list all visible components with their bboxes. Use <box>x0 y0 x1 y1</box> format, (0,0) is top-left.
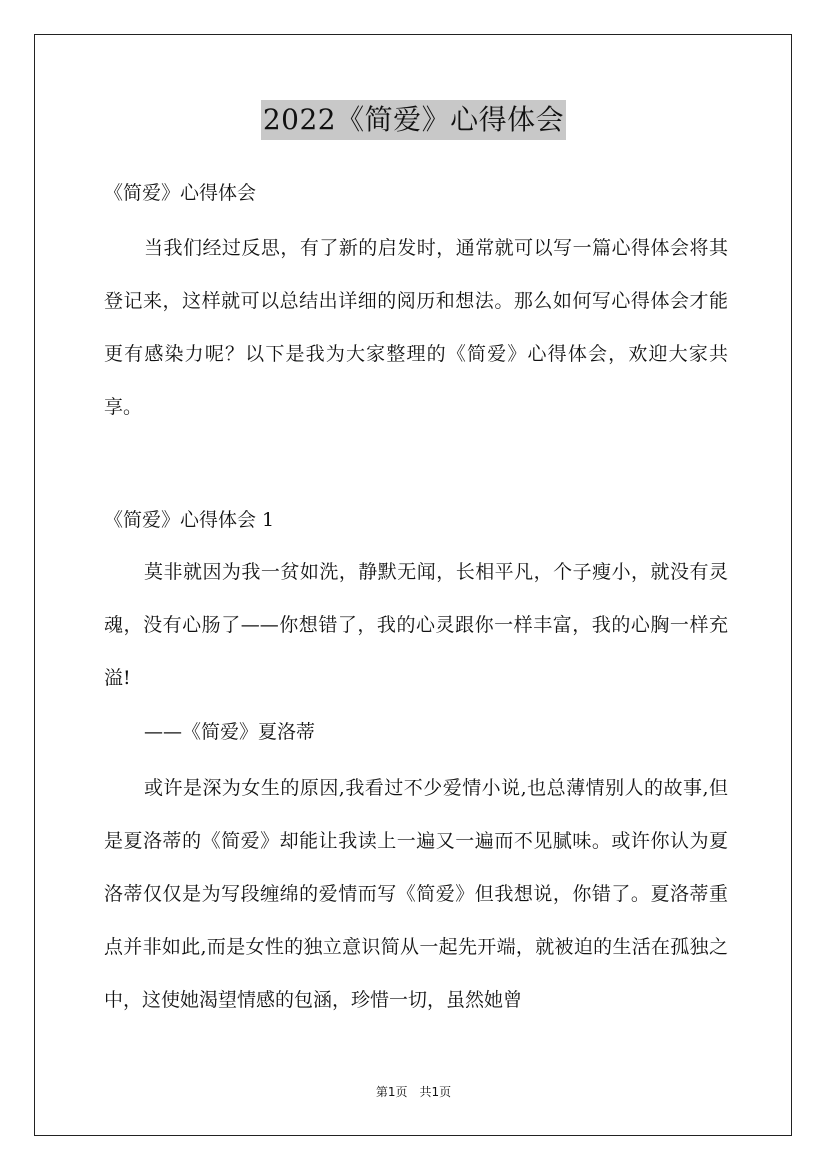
section1-quote: 莫非就因为我一贫如洗，静默无闻，长相平凡，个子瘦小，就没有灵魂，没有心肠了——你想错了，我的心灵跟你一样丰富，我的心胸一样充溢! <box>104 561 728 689</box>
title-container <box>0 100 827 140</box>
section1-quote-block <box>104 546 728 705</box>
section1-attribution: ——《简爱》夏洛蒂 <box>144 721 316 743</box>
section1-body-block <box>104 762 728 1027</box>
page-footer: 第1页 共1页 <box>375 1085 452 1099</box>
section1-heading: 《简爱》心得体会 1 <box>104 509 275 531</box>
section1-attribution-block <box>104 706 728 759</box>
intro-paragraph: 当我们经过反思，有了新的启发时，通常就可以写一篇心得体会将其登记来，这样就可以总结出详细的阅历和想法。那么如何写心得体会才能更有感染力呢？以下是我为大家整理的《简爱》心得体会，欢迎大家共享。 <box>104 237 728 418</box>
document-title: 2022《简爱》心得体会 <box>261 100 566 140</box>
intro-text-block <box>104 222 728 434</box>
section1-paragraph: 或许是深为女生的原因,我看过不少爱情小说,也总薄情别人的故事,但是夏洛蒂的《简爱》却能让我读上一遍又一遍而不见腻味。或许你认为夏洛蒂仅仅是为写段缠绵的爱情而写《简爱》但我想说，你错了。夏洛蒂重点并非如此,而是女性的独立意识简从一起先开端，就被迫的生活在孤独之中，这使她渴望情感的包涵，珍惜一切，虽然她曾 <box>104 777 728 1011</box>
intro-heading: 《简爱》心得体会 <box>104 182 257 204</box>
